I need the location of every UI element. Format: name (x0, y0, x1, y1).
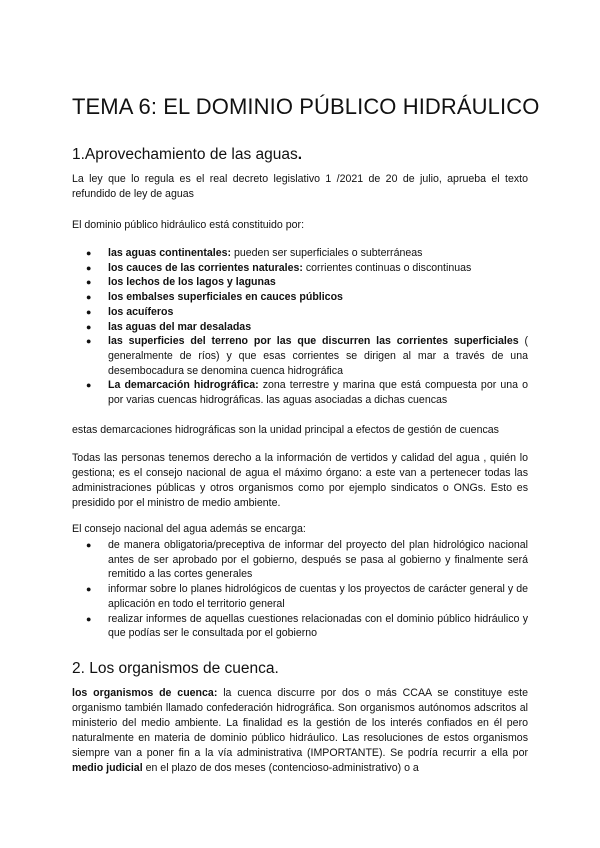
list-item-bold: los lechos de los lagos y lagunas (108, 276, 276, 289)
list-item-text: realizar informes de aquellas cuestiones relacionadas con el dominio público hidráulico y que podías ser le consultada por el gobierno (108, 612, 528, 640)
dominio-list (72, 246, 528, 408)
organismos-text-end: en el plazo de dos meses (contencioso-administrativo) o a (142, 762, 419, 774)
organismos-paragraph (72, 686, 528, 776)
list-item (72, 538, 528, 582)
list-item-text: informar sobre lo planes hidrológicos de cuentas y los proyectos de carácter general y de aplicación en todo el territorio general (108, 583, 528, 610)
list-item (72, 305, 528, 320)
bullet-icon: ● (86, 540, 92, 550)
list-item (72, 334, 528, 378)
list-item (72, 612, 528, 641)
list-item (72, 582, 528, 611)
list-item (72, 378, 528, 407)
list-item (72, 290, 528, 305)
section1-heading-text: 1.Aprovechamiento de las aguas (72, 146, 298, 163)
consejo-list (72, 538, 528, 641)
section1-constituted: El dominio público hidráulico está constituido por: (72, 219, 305, 231)
bullet-icon: ● (86, 380, 92, 391)
list-item-bold: las superficies del terreno por las que discurren las corrientes superficiales (108, 335, 519, 348)
section2-heading: 2. Los organismos de cuenca. (72, 660, 279, 677)
bullet-icon: ● (86, 292, 92, 303)
todas-paragraph: Todas las personas tenemos derecho a la información de vertidos y calidad del agua , quién lo gestiona; es el consejo nacional de agua el máximo órgano: a este van a pertenecer todas las administraciones públicas y otros organismos como por ejemplo sindicatos o ONGs. Esto es presidido por el ministro de medio ambiente. (72, 452, 528, 509)
bullet-icon: ● (86, 613, 92, 624)
list-item (72, 320, 528, 335)
bullet-icon: ● (86, 584, 92, 595)
bullet-icon: ● (86, 336, 92, 347)
bullet-icon: ● (86, 321, 92, 332)
section1-heading-dot: . (297, 146, 303, 163)
list-item-bold: los cauces de las corrientes naturales: (108, 261, 303, 274)
consejo-intro: El consejo nacional del agua además se encarga: (72, 523, 306, 535)
section1-intro: La ley que lo regula es el real decreto legislativo 1 /2021 de 20 de julio, aprueba el texto refundido de ley de aguas (72, 173, 528, 200)
bullet-icon: ● (86, 248, 92, 258)
demarcaciones-paragraph: estas demarcaciones hidrográficas son la unidad principal a efectos de gestión de cuencas (72, 424, 499, 436)
page-title: TEMA 6: EL DOMINIO PÚBLICO HIDRÁULICO (72, 94, 540, 119)
list-item-text: zona terrestre y marina que está compuesta por una o por varias cuencas hidrográficas. las aguas asociadas a dichas cuencas (108, 379, 528, 407)
list-item-bold: La demarcación hidrográfica: (108, 379, 259, 392)
list-item-text: pueden ser superficiales o subterráneas (231, 247, 423, 259)
list-item-bold: las aguas del mar desaladas (108, 320, 252, 333)
list-item-bold: los acuíferos (108, 305, 174, 318)
list-item (72, 261, 528, 276)
bullet-icon: ● (86, 262, 92, 273)
list-item (72, 246, 528, 261)
medio-judicial-bold: medio judicial (72, 762, 143, 774)
list-item-text: ( generalmente de ríos) y que esas corrientes se dirigen al mar a través de una desembocadura se denomina cuenca hidrográfica (108, 335, 528, 377)
organismos-bold: los organismos de cuenca: (72, 687, 218, 699)
bullet-icon: ● (86, 306, 92, 317)
list-item (72, 275, 528, 290)
section1-heading (72, 146, 302, 164)
organismos-text: la cuenca discurre por dos o más CCAA se constituye este organismo también llamado confederación hidrográfica. Son organismos autónomos adscritos al ministerio del medio ambiente. La finalidad es la gestión de los interés confiados en él pero naturalmente en materia de dominio público hidráulico. Las resoluciones de estos organismos siempre van a poner fin a la vía administrativa (IMPORTANTE). Se podría recurrir a ella por (72, 687, 528, 759)
list-item-bold: las aguas continentales: (108, 247, 232, 259)
list-item-bold: los embalses superficiales en cauces públicos (108, 291, 343, 304)
list-item-text: corrientes continuas o discontinuas (302, 261, 472, 274)
list-item-text: de manera obligatoria/preceptiva de informar del proyecto del plan hidrológico nacional antes de ser aprobado por el gobierno, después se pasa al gobierno y finalmente será remitido a las cortes generales (108, 539, 528, 581)
bullet-icon: ● (86, 277, 92, 288)
